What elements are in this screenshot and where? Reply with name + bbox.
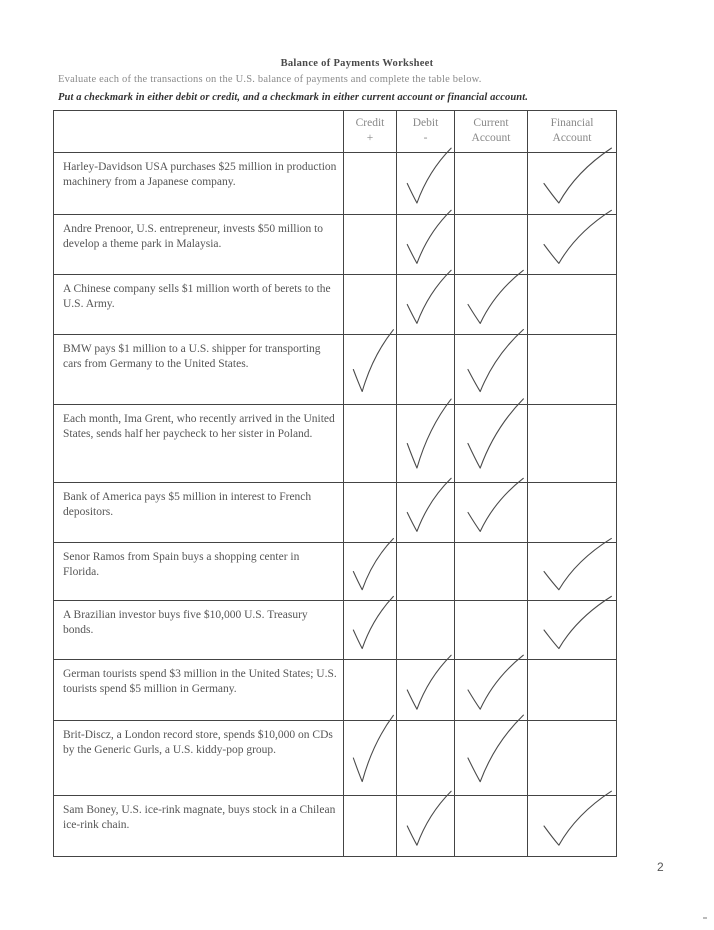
financial-checkbox-cell[interactable] [528, 660, 617, 721]
table-row [54, 543, 617, 601]
checkmark-stroke [468, 715, 523, 782]
checkmark-stroke [544, 148, 611, 203]
transaction-cell [54, 601, 344, 660]
current-checkbox-cell[interactable] [455, 660, 528, 721]
checkmark-icon [528, 796, 616, 856]
credit-checkbox-cell[interactable] [344, 660, 397, 721]
balance-of-payments-table [53, 110, 617, 857]
table-row [54, 215, 617, 275]
credit-checkbox-cell[interactable] [344, 796, 397, 857]
checkmark-stroke [468, 329, 523, 391]
checkmark-icon [397, 796, 454, 856]
checkmark-stroke [468, 270, 523, 323]
transaction-cell [54, 483, 344, 543]
table-row [54, 405, 617, 483]
checkmark-icon [455, 483, 527, 542]
credit-checkbox-cell[interactable] [344, 405, 397, 483]
checkmark-stroke [407, 399, 451, 468]
checkmark-icon [528, 153, 616, 214]
checkmark-stroke [353, 330, 393, 392]
table-row [54, 153, 617, 215]
checkmark-icon [528, 601, 616, 659]
current-checkbox-cell[interactable] [455, 153, 528, 215]
transaction-description: German tourists spend $3 million in the United States; U.S. tourists spend $5 million in Germany. [63, 668, 337, 695]
header-current-label-2: Account [471, 132, 511, 144]
credit-checkbox-cell[interactable] [344, 275, 397, 335]
debit-checkbox-cell[interactable] [397, 796, 455, 857]
credit-checkbox-cell[interactable] [344, 335, 397, 405]
header-debit [397, 111, 455, 153]
debit-checkbox-cell[interactable] [397, 660, 455, 721]
checkmark-icon [528, 215, 616, 274]
header-credit [344, 111, 397, 153]
checkmark-icon [397, 660, 454, 720]
transaction-description: Bank of America pays $5 million in interest to French depositors. [63, 491, 312, 518]
checkmark-stroke [544, 538, 611, 589]
credit-checkbox-cell[interactable] [344, 483, 397, 543]
transaction-description: Senor Ramos from Spain buys a shopping center in Florida. [63, 551, 300, 578]
checkmark-stroke [353, 538, 393, 589]
table-row [54, 483, 617, 543]
debit-checkbox-cell[interactable] [397, 153, 455, 215]
checkmark-stroke [544, 596, 611, 648]
header-current-account [455, 111, 528, 153]
header-current-label: Current [473, 117, 509, 129]
checkmark-stroke [407, 791, 451, 845]
header-credit-sign: + [366, 132, 374, 144]
transaction-cell [54, 275, 344, 335]
instruction-emphasis: Put a checkmark in either debit or credit, and a checkmark in either current account or financial account. [58, 92, 528, 103]
current-checkbox-cell[interactable] [455, 483, 528, 543]
checkmark-stroke [544, 210, 611, 263]
credit-checkbox-cell[interactable] [344, 543, 397, 601]
current-checkbox-cell[interactable] [455, 721, 528, 796]
table-row [54, 275, 617, 335]
table-row [54, 721, 617, 796]
financial-checkbox-cell[interactable] [528, 543, 617, 601]
financial-checkbox-cell[interactable] [528, 721, 617, 796]
header-blank [54, 111, 344, 153]
scan-speck [703, 917, 707, 919]
credit-checkbox-cell[interactable] [344, 215, 397, 275]
debit-checkbox-cell[interactable] [397, 721, 455, 796]
checkmark-icon [397, 275, 454, 334]
checkmark-stroke [468, 399, 523, 468]
instruction-text: Evaluate each of the transactions on the U.S. balance of payments and complete the table below. [58, 74, 482, 85]
transaction-cell [54, 215, 344, 275]
credit-checkbox-cell[interactable] [344, 153, 397, 215]
checkmark-stroke [407, 210, 451, 263]
checkmark-stroke [353, 715, 393, 781]
checkmark-icon [455, 660, 527, 720]
current-checkbox-cell[interactable] [455, 335, 528, 405]
debit-checkbox-cell[interactable] [397, 405, 455, 483]
checkmark-stroke [353, 596, 393, 648]
transaction-cell [54, 721, 344, 796]
transaction-cell [54, 796, 344, 857]
checkmark-stroke [544, 791, 611, 845]
header-financial-label-2: Account [552, 132, 592, 144]
worksheet-title: Balance of Payments Worksheet [280, 58, 434, 69]
checkmark-icon [528, 543, 616, 600]
table-row [54, 601, 617, 660]
header-financial-label: Financial [550, 117, 594, 129]
checkmark-icon [397, 405, 454, 482]
checkmark-icon [344, 721, 396, 795]
financial-checkbox-cell[interactable] [528, 796, 617, 857]
financial-checkbox-cell[interactable] [528, 601, 617, 660]
transaction-description: BMW pays $1 million to a U.S. shipper for transporting cars from Germany to the United States. [63, 343, 321, 370]
transaction-description: Brit-Discz, a London record store, spends $10,000 on CDs by the Generic Gurls, a U.S. kiddy-pop group. [63, 729, 333, 756]
page-number: 2 [657, 860, 664, 874]
header-debit-sign: - [423, 132, 428, 144]
debit-checkbox-cell[interactable] [397, 543, 455, 601]
current-checkbox-cell[interactable] [455, 275, 528, 335]
current-checkbox-cell[interactable] [455, 543, 528, 601]
checkmark-stroke [407, 148, 451, 203]
checkmark-icon [397, 215, 454, 274]
debit-checkbox-cell[interactable] [397, 275, 455, 335]
checkmark-stroke [407, 270, 451, 323]
credit-checkbox-cell[interactable] [344, 601, 397, 660]
current-checkbox-cell[interactable] [455, 601, 528, 660]
checkmark-icon [344, 543, 396, 600]
transaction-description: Harley-Davidson USA purchases $25 million in production machinery from a Japanese company. [63, 161, 337, 188]
transaction-description: A Brazilian investor buys five $10,000 U.S. Treasury bonds. [63, 609, 308, 636]
header-debit-label: Debit [412, 117, 439, 129]
table-row [54, 335, 617, 405]
checkmark-icon [344, 335, 396, 404]
checkmark-icon [397, 483, 454, 542]
debit-checkbox-cell[interactable] [397, 335, 455, 405]
debit-checkbox-cell[interactable] [397, 215, 455, 275]
financial-checkbox-cell[interactable] [528, 405, 617, 483]
transaction-cell [54, 335, 344, 405]
checkmark-icon [397, 153, 454, 214]
checkmark-icon [455, 721, 527, 795]
financial-checkbox-cell[interactable] [528, 153, 617, 215]
checkmark-stroke [407, 478, 451, 531]
checkmark-icon [455, 335, 527, 404]
checkmark-icon [455, 275, 527, 334]
financial-checkbox-cell[interactable] [528, 335, 617, 405]
debit-checkbox-cell[interactable] [397, 601, 455, 660]
header-financial-account [528, 111, 617, 153]
debit-checkbox-cell[interactable] [397, 483, 455, 543]
financial-checkbox-cell[interactable] [528, 215, 617, 275]
checkmark-icon [344, 601, 396, 659]
checkmark-icon [455, 405, 527, 482]
current-checkbox-cell[interactable] [455, 796, 528, 857]
table-row [54, 660, 617, 721]
financial-checkbox-cell[interactable] [528, 275, 617, 335]
transaction-description: A Chinese company sells $1 million worth of berets to the U.S. Army. [63, 283, 331, 310]
transaction-cell [54, 153, 344, 215]
transaction-description: Sam Boney, U.S. ice-rink magnate, buys stock in a Chilean ice-rink chain. [63, 804, 336, 831]
current-checkbox-cell[interactable] [455, 405, 528, 483]
financial-checkbox-cell[interactable] [528, 483, 617, 543]
checkmark-stroke [468, 655, 523, 709]
transaction-cell [54, 660, 344, 721]
transaction-cell [54, 543, 344, 601]
checkmark-stroke [468, 478, 523, 531]
checkmark-stroke [407, 655, 451, 709]
transaction-description: Each month, Ima Grent, who recently arrived in the United States, sends half her paycheck to her sister in Poland. [63, 413, 335, 440]
credit-checkbox-cell[interactable] [344, 721, 397, 796]
transaction-cell [54, 405, 344, 483]
transaction-description: Andre Prenoor, U.S. entrepreneur, invests $50 million to develop a theme park in Malaysia. [63, 223, 324, 250]
current-checkbox-cell[interactable] [455, 215, 528, 275]
header-credit-label: Credit [355, 117, 385, 129]
table-header-row [54, 111, 617, 153]
table-row [54, 796, 617, 857]
